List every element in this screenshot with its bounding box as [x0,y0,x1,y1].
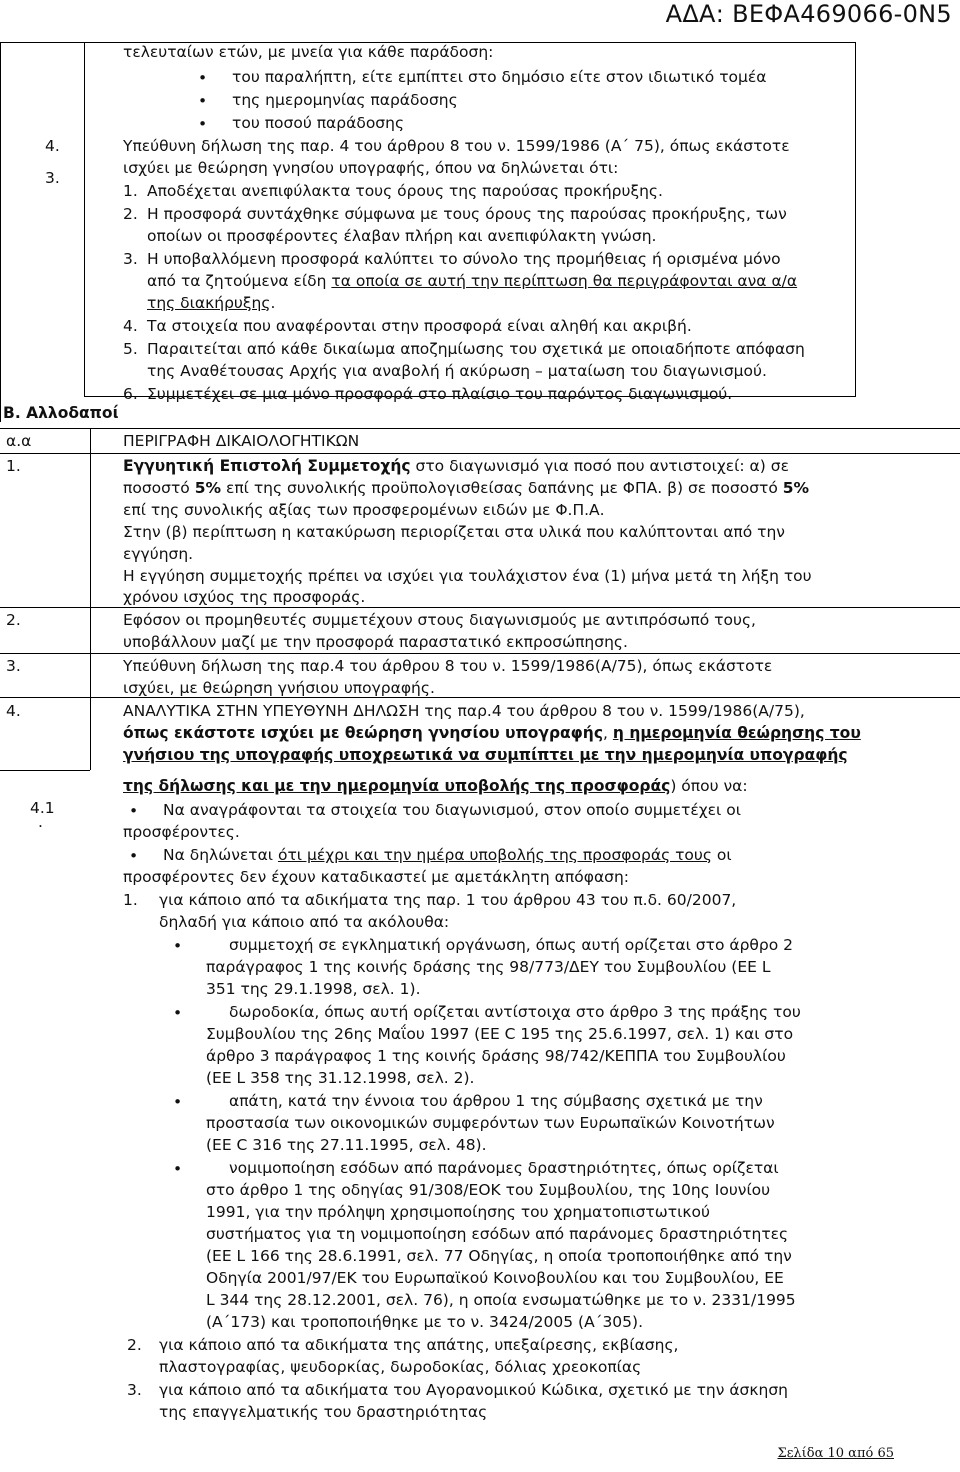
point-number: 5. [123,340,138,358]
list-text: για κάποιο από τα αδικήματα της παρ. 1 του άρθρου 43 του π.δ. 60/2007, [159,891,737,909]
sub-bullet-text: 351 της 29.1.1998, σελ. 1). [206,980,421,998]
intro-bullet: του ποσού παράδοσης [232,114,405,132]
table-row-divider [0,653,960,654]
point-number: 3. [123,250,138,268]
point-text: Παραιτείται από κάθε δικαίωμα αποζημίωσης του σχετικά με οποιαδήποτε απόφαση [147,340,805,358]
list-number: 1. [123,891,138,909]
item-number: 4. [45,137,60,155]
item-intro: ισχύει με θεώρηση γνησίου υπογραφής, όπου να δηλώνεται ότι: [123,159,619,177]
table-row-number: 4.1 [30,799,55,817]
table-cell-text: Στην (β) περίπτωση η κατακύρωση περιορίζεται στα υλικά που καλύπτονται από την [123,523,785,541]
list-text: πλαστογραφίας, ψευδορκίας, δωροδοκίας, δόλιας χρεοκοπίας [159,1358,642,1376]
sub-bullet-text: (ΕΕ L 358 της 31.12.1998, σελ. 2). [206,1069,475,1087]
point-text: Τα στοιχεία που αναφέρονται στην προσφορά είναι αληθή και ακριβή. [147,317,692,335]
list-number: 3. [127,1381,142,1399]
table-cell-text: ΑΝΑΛΥΤΙΚΑ ΣΤΗΝ ΥΠΕΥΘΥΝΗ ΔΗΛΩΣΗ της παρ.4 του άρθρου 8 του ν. 1599/1986(Α/75), [123,702,805,720]
table-cell-text: Εφόσον οι προμηθευτές συμμετέχουν στους διαγωνισμούς με αντιπρόσωπό τους, [123,611,756,629]
table-row-number: 1. [6,457,21,475]
sub-bullet-text: (ΕΕ C 316 της 27.11.1995, σελ. 48). [206,1136,487,1154]
table-cell-text: όπως εκάστοτε ισχύει με θεώρηση γνησίου υπογραφής, η ημερομηνία θεώρησης του [123,724,861,742]
bullet-text: Να αναγράφονται τα στοιχεία του διαγωνισμού, στον οποίο συμμετέχει οι [163,801,741,819]
table-cell-text: επί της συνολικής αξίας των προσφερομένων ειδών με Φ.Π.Α. [123,501,605,519]
list-text: δηλαδή για κάποιο από τα ακόλουθα: [159,913,450,931]
list-text: για κάποιο από τα αδικήματα της απάτης, υπεξαίρεσης, εκβίασης, [159,1336,679,1354]
top-box-border-right [855,42,856,397]
point-text: Συμμετέχει σε μια μόνο προσφορά στο πλαίσιο του παρόντος διαγωνισμού. [147,385,733,403]
sub-bullet-text: (Α΄173) και τροποποιήθηκε με το ν. 3424/2005 (Α΄305). [206,1313,644,1331]
table-row-number: 3. [6,657,21,675]
point-number: 4. [123,317,138,335]
bullet-text: Να δηλώνεται ότι μέχρι και την ημέρα υποβολής της προσφοράς τους οι [163,846,732,864]
sub-bullet-text: προστασία των οικονομικών συμφερόντων των Ευρωπαϊκών Κοινοτήτων [206,1114,775,1132]
sub-bullet-text: συστήματος για τη νομιμοποίηση εσόδων από παράνομες δραστηριότητες [206,1225,789,1243]
table-header-number: α.α [6,432,32,450]
intro-bullet: του παραλήπτη, είτε εμπίπτει στο δημόσιο είτε στον ιδιωτικό τομέα [232,68,767,86]
list-text: για κάποιο από τα αδικήματα του Αγορανομικού Κώδικα, σχετικό με την άσκηση [159,1381,788,1399]
table-cell-text: υποβάλλουν μαζί με την προσφορά παραστατικό εκπροσώπησης. [123,633,628,651]
bullet-text: προσφέροντες. [123,823,240,841]
table-row-number: . [38,813,43,831]
sub-bullet-text: Συμβουλίου της 26ης Μαΐου 1997 (ΕΕ C 195 της 25.6.1997, σελ. 1) και στο [206,1025,794,1043]
sub-bullet-text: άρθρο 3 παράγραφος 1 της κοινής δράσης 98/742/ΚΕΠΠΑ του Συμβουλίου [206,1047,786,1065]
table-header-title: ΠΕΡΙΓΡΑΦΗ ΔΙΚΑΙΟΛΟΓΗΤΙΚΩΝ [123,432,360,450]
point-text: οποίων οι προσφέροντες έλαβαν πλήρη και ανεπιφύλακτη γνώση. [147,227,657,245]
point-text: Η υποβαλλόμενη προσφορά καλύπτει το σύνολο της προμήθειας ή ορισμένα μόνο [147,250,781,268]
point-text: Η προσφορά συντάχθηκε σύμφωνα με τους όρους της παρούσας προκήρυξης, των [147,205,787,223]
point-text: της Αναθέτουσας Αρχής για αναβολή ή ακύρωση – ματαίωση του διαγωνισμού. [147,362,767,380]
top-box-border-left [84,42,85,397]
point-number: 2. [123,205,138,223]
table-cell-text: Η εγγύηση συμμετοχής πρέπει να ισχύει για τουλάχιστον ένα (1) μήνα μετά τη λήξη του [123,567,812,585]
table-cell-text: ποσοστό 5% επί της συνολικής προϋπολογισθείσας δαπάνης με ΦΠΑ. β) σε ποσοστό 5% [123,479,810,497]
point-number: 1. [123,182,138,200]
intro-bullet: της ημερομηνίας παράδοσης [232,91,458,109]
table-row-number: 2. [6,611,21,629]
table-row-divider [0,453,960,454]
sub-bullet-text: L 344 της 28.12.2001, σελ. 76), η οποία ενσωματώθηκε με το ν. 2331/1995 [206,1291,796,1309]
section-heading: Β. Αλλοδαποί [3,404,119,422]
table-row-divider-partial [0,770,90,771]
table-cell-text: Υπεύθυνη δήλωση της παρ.4 του άρθρου 8 του ν. 1599/1986(Α/75), όπως εκάστοτε [123,657,773,675]
item-number: 3. [45,169,60,187]
table-row-number: 4. [6,702,21,720]
bullet-text: προσφέροντες δεν έχουν καταδικαστεί με αμετάκλητη απόφαση: [123,868,630,886]
table-cell-text: Εγγυητική Επιστολή Συμμετοχής στο διαγωνισμό για ποσό που αντιστοιχεί: α) σε [123,457,789,475]
intro-text: τελευταίων ετών, με μνεία για κάθε παράδοση: [123,43,494,61]
point-text: από τα ζητούμενα είδη τα οποία σε αυτή την περίπτωση θα περιγράφονται ανα α/α [147,272,798,290]
sub-bullet-text: απάτη, κατά την έννοια του άρθρου 1 της σύμβασης σχετικά με την [229,1092,763,1110]
outer-border-left [0,42,1,422]
table-cell-text: χρόνου ισχύος της προσφοράς. [123,588,366,606]
table-column-divider [90,428,91,770]
outer-border-top [0,42,85,43]
table-cell-text: γνήσιου της υπογραφής υποχρεωτικά να συμπίπτει με την ημερομηνία υπογραφής [123,746,848,764]
sub-bullet-text: νομιμοποίηση εσόδων από παράνομες δραστηριότητες, όπως ορίζεται [229,1159,779,1177]
item-intro: Υπεύθυνη δήλωση της παρ. 4 του άρθρου 8 του ν. 1599/1986 (Α΄ 75), όπως εκάστοτε [123,137,790,155]
table-cell-text: εγγύηση. [123,545,194,563]
sub-bullet-text: συμμετοχή σε εγκληματική οργάνωση, όπως αυτή ορίζεται στο άρθρο 2 [229,936,794,954]
point-number: 6. [123,385,138,403]
table-border-top [0,428,960,429]
sub-bullet-text: Οδηγία 2001/97/ΕΚ του Ευρωπαϊκού Κοινοβουλίου και του Συμβουλίου, ΕΕ [206,1269,784,1287]
sub-bullet-text: στο άρθρο 1 της οδηγίας 91/308/ΕΟΚ του Συμβουλίου, της 10ης Ιουνίου [206,1181,771,1199]
ada-code: ΑΔΑ: ΒΕΦΑ469066-0Ν5 [665,0,952,28]
list-number: 2. [127,1336,142,1354]
point-text: Αποδέχεται ανεπιφύλακτα τους όρους της παρούσας προκήρυξης. [147,182,663,200]
point-text: της διακήρυξης. [147,294,276,312]
list-text: της επαγγελματικής του δραστηριότητας [159,1403,488,1421]
sub-bullet-text: παράγραφος 1 της κοινής δράσης της 98/773/ΔΕΥ του Συμβουλίου (ΕΕ L [206,958,771,976]
table-cell-text: ισχύει, με θεώρηση γνήσιου υπογραφής. [123,679,435,697]
page-number: Σελίδα 10 από 65 [777,1446,894,1461]
sub-bullet-text: δωροδοκία, όπως αυτή ορίζεται αντίστοιχα στο άρθρο 3 της πράξης του [229,1003,801,1021]
table-cell-text: της δήλωσης και με την ημερομηνία υποβολής της προσφοράς) όπου να: [123,777,748,795]
sub-bullet-text: 1991, για την πρόληψη χρησιμοποίησης του χρηματοπιστωτικού [206,1203,710,1221]
sub-bullet-text: (ΕΕ L 166 της 28.6.1991, σελ. 77 Οδηγίας, η οποία τροποποιήθηκε από την [206,1247,792,1265]
